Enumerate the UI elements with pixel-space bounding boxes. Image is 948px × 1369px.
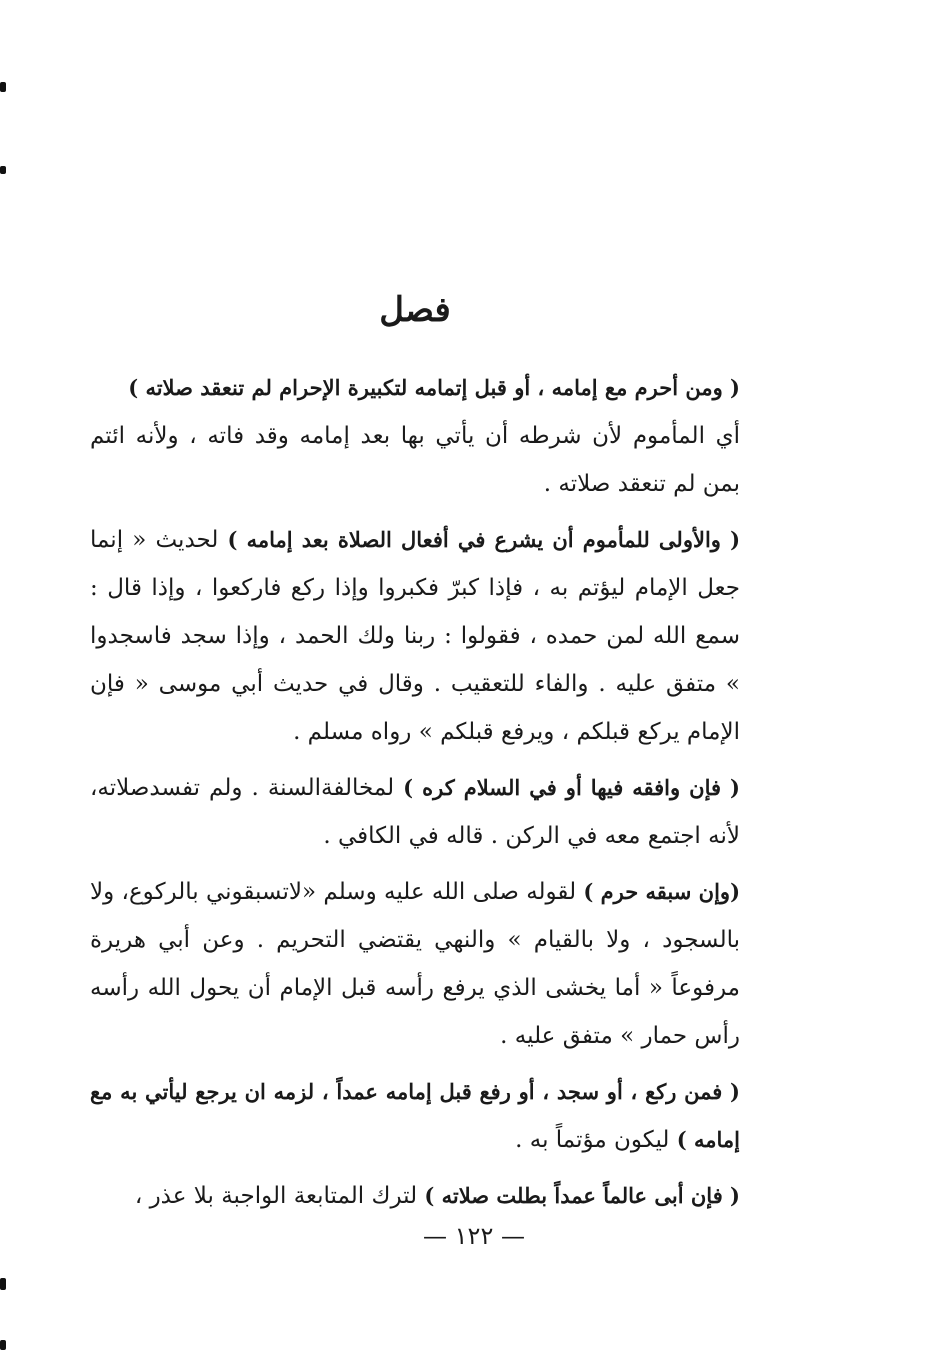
- paragraph: [90, 1068, 740, 1164]
- matn-text: ( والأولى للمأموم أن يشرع في أفعال الصلاة بعد إمامه ): [227, 527, 741, 552]
- sharh-text: لحديث « إنما جعل الإمام ليؤتم به ، فإذا كبرّ فكبروا وإذا ركع فاركعوا ، وإذا قال : سمع الله لمن حمده ، فقولوا : ربنا ولك الحمد ، وإذا سجد فاسجدوا » متفق عليه . والفاء للتعقيب . وقال في حديث أبي موسى « فإن الإمام يركع قبلكم ، ويرفع قبلكم » رواه مسلم .: [90, 527, 740, 745]
- sharh-text: ليكون مؤتماً به .: [515, 1127, 670, 1153]
- matn-text: ( فمن ركع ، أو سجد ، أو رفع قبل إمامه عمداً ، لزمه ان يرجع ليأتي به مع إمامه ): [90, 1079, 740, 1152]
- matn-text: ( ومن أحرم مع إمامه ، أو قبل إتمامه لتكبيرة الإحرام لم تنعقد صلاته ): [128, 375, 740, 400]
- page-number: — ١٢٢ —: [423, 1222, 525, 1250]
- paragraph: [90, 764, 740, 860]
- sharh-text: لقوله صلى الله عليه وسلم «لاتسبقوني بالركوع، ولا بالسجود ، ولا بالقيام » والنهي يقتضي التحريم . وعن أبي هريرة مرفوعاً « أما يخشى الذي يرفع رأسه قبل الإمام أن يحول الله رأسه رأس حمار » متفق عليه .: [90, 879, 740, 1049]
- scan-edge-mark: [0, 82, 6, 92]
- paragraph: [90, 868, 740, 1060]
- scan-edge-mark: [0, 166, 6, 174]
- sharh-text: لمخالفةالسنة . ولم تفسدصلاته، لأنه اجتمع معه في الركن . قاله في الكافي .: [90, 775, 740, 849]
- scan-edge-mark: [0, 1278, 6, 1290]
- scan-edge-mark: [0, 1340, 6, 1350]
- book-page: [90, 290, 740, 1226]
- paragraph: [90, 516, 740, 756]
- matn-text: ( فإن وافقه فيها أو في السلام كره ): [403, 775, 740, 800]
- paragraph: [90, 1172, 740, 1220]
- matn-text: ( فإن أبى عالماً عمداً بطلت صلاته ): [424, 1183, 740, 1208]
- section-title: فصل: [379, 290, 451, 330]
- paragraph: [90, 364, 740, 508]
- matn-text: (وإن سبقه حرم ): [583, 879, 741, 904]
- sharh-text: لترك المتابعة الواجبة بلا عذر ،: [134, 1183, 418, 1209]
- sharh-text: أي المأموم لأن شرطه أن يأتي بها بعد إمامه وقد فاته ، ولأنه ائتم بمن لم تنعقد صلاته .: [90, 423, 740, 497]
